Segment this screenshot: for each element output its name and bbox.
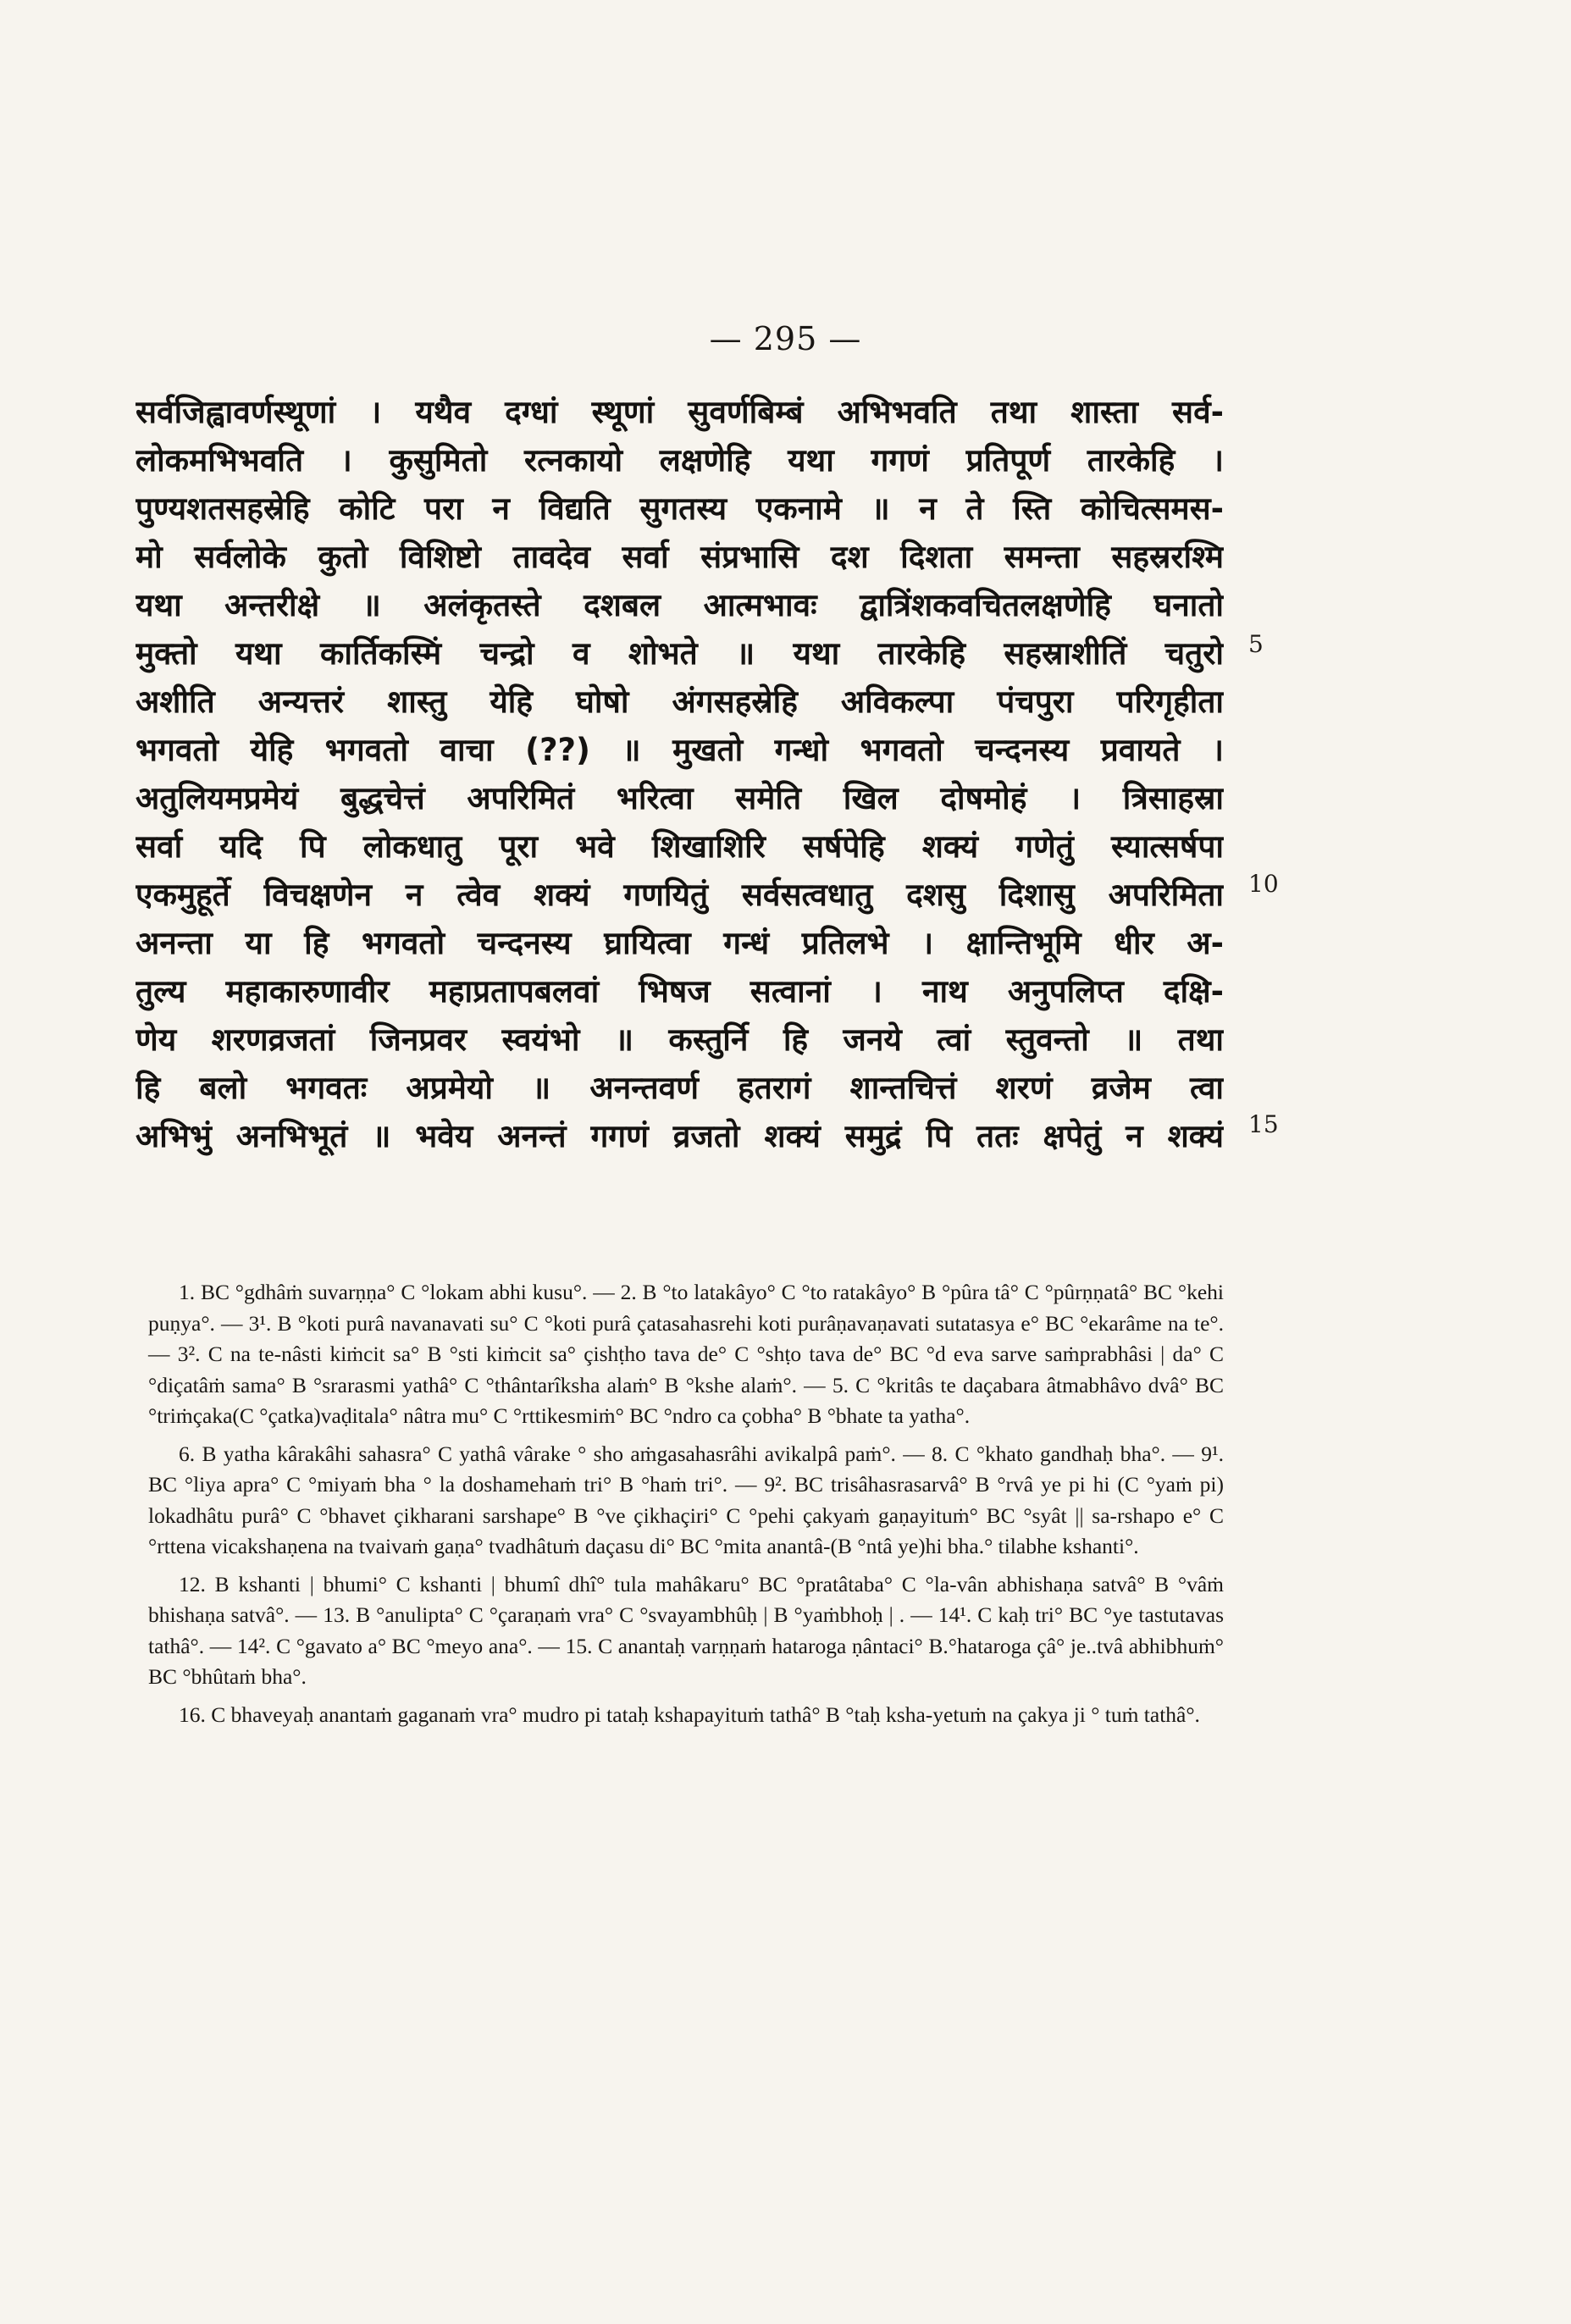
page-number: — 295 — bbox=[709, 320, 862, 357]
verse-line: अतुलियमप्रमेयं बुद्धचेत्तं अपरिमितं भरित्वा समेति खिल दोषमोहं । त्रिसाहस्रा bbox=[136, 780, 1224, 816]
line-number-15: 15 bbox=[1248, 1110, 1279, 1138]
line-number-10: 10 bbox=[1248, 870, 1279, 898]
note-paragraph: 6. B yatha kârakâhi sahasra° C yathâ vârake ° sho aṁgasahasrâhi avikalpâ paṁ°. — 8. C °khato gandhaḥ bha°. — 9¹. BC °liya apra° C °miyaṁ bha ° la doshamehaṁ tri° B °haṁ tri°. — 9². BC trisâhasrasarvâ° B °rvâ ye pi hi (C °yaṁ pi) lokadhâtu purâ° C °bhavet çikharani sarshape° B °ve çikhaçiri° C °pehi çakyaṁ gaṇayituṁ° BC °syât || sa-rshapo e° C °rttena vicakshaṇena na tvaivaṁ gaṇa° tvadhâtuṁ daçasu di° BC °mita anantâ-(B °ntâ ye)hi bha.° tilabhe kshanti°. bbox=[148, 1441, 1224, 1558]
verse-line: भगवतो येहि भगवतो वाचा (??) ॥ मुखतो गन्धो भगवतो चन्दनस्य प्रवायते । bbox=[136, 732, 1224, 768]
verse-line: सर्वा यदि पि लोकधातु पूरा भवे शिखाशिरि सर्षपेहि शक्यं गणेतुं स्यात्सर्षपा bbox=[136, 828, 1224, 865]
verse-line: अभिभुं अनभिभूतं ॥ भवेय अनन्तं गगणं व्रजतो शक्यं समुद्रं पि ततः क्षपेतुं न शक्यं bbox=[136, 1118, 1224, 1154]
note-paragraph: 1. BC °gdhâṁ suvarṇṇa° C °lokam abhi kusu°. — 2. B °to latakâyo° C °to ratakâyo° B °pûra tâ° C °pûrṇṇatâ° BC °kehi puṇya°. — 3¹. B °koti purâ navanavati su° C °koti purâ çatasahasrehi koti purâṇavaṇavati sutatasya e° BC °ekarâme na te°. — 3². C na te-nâsti kiṁcit sa° B °sti kiṁcit sa° çishṭho tava de° C °shṭo tava de° BC °d eva sarve saṁprabhâsi | da° C °diçatâṁ sama° B °srarasmi yathâ° C °thântarîksha alaṁ° B °kshe alaṁ°. — 5. C °kritâs te daçabara âtmabhâvo dvâ° BC °triṁçaka(C °çatka)vaḍitala° nâtra mu° C °rttikesmiṁ° BC °ndro ca çobha° B °bhate ta yatha°. bbox=[148, 1280, 1224, 1428]
verse-line: हि बलो भगवतः अप्रमेयो ॥ अनन्तवर्ण हतरागं शान्तचित्तं शरणं व्रजेम त्वा bbox=[136, 1070, 1224, 1106]
verse-line: मो सर्वलोके कुतो विशिष्टो तावदेव सर्वा संप्रभासि दश दिशता समन्ता सहस्ररश्मि bbox=[136, 539, 1224, 575]
verse-line: लोकमभिभवति । कुसुमितो रत्नकायो लक्षणेहि यथा गगणं प्रतिपूर्ण तारकेहि । bbox=[136, 442, 1224, 479]
verse-line: पुण्यशतसहस्रेहि कोटि परा न विद्यति सुगतस्य एकनामे ॥ न ते स्ति कोचित्समस- bbox=[136, 490, 1224, 527]
note-paragraph: 16. C bhaveyaḥ anantaṁ gaganaṁ vra° mudro pi tataḥ kshapayituṁ tathâ° B °taḥ ksha-yetuṁ na çakya ji ° tuṁ tathâ°. bbox=[179, 1702, 1200, 1727]
verse-line: अशीति अन्यत्तरं शास्तु येहि घोषो अंगसहस्रेहि अविकल्पा पंचपुरा परिगृहीता bbox=[136, 683, 1224, 720]
verse-line: यथा अन्तरीक्षे ॥ अलंकृतस्ते दशबल आत्मभावः द्वात्रिंशकवचितलक्षणेहि घनातो bbox=[136, 587, 1224, 623]
verse-line: मुक्तो यथा कार्तिकस्मिं चन्द्रो व शोभते ॥ यथा तारकेहि सहस्राशीतिं चतुरो bbox=[136, 635, 1224, 672]
note-paragraph: 12. B kshanti | bhumi° C kshanti | bhumî dhî° tula mahâkaru° BC °pratâtaba° C °la-vân abhishaṇa satvâ° B °vâṁ bhishaṇa satvâ°. — 13. B °anulipta° C °çaraṇaṁ vra° C °svayambhûḥ | B °yaṁbhoḥ | . — 14¹. C kaḥ tri° BC °ye tastutavas tathâ°. — 14². C °gavato a° BC °meyo ana°. — 15. C anantaḥ varṇṇaṁ hataroga ṇântaci° B.°hataroga çâ° je..tvâ abhibhuṁ° BC °bhûtaṁ bha°. bbox=[148, 1571, 1224, 1689]
verse-line: तुल्य महाकारुणावीर महाप्रतापबलवां भिषज सत्वानां । नाथ अनुपलिप्त दक्षि- bbox=[136, 973, 1224, 1010]
critical-apparatus bbox=[148, 1277, 1224, 1737]
verse-line: सर्वजिह्वावर्णस्थूणां । यथैव दग्धां स्थूणां सुवर्णबिम्बं अभिभवति तथा शास्ता सर्व- bbox=[136, 394, 1224, 430]
verse-line: अनन्ता या हि भगवतो चन्दनस्य घ्रायित्वा गन्धं प्रतिलभे । क्षान्तिभूमि धीर अ- bbox=[136, 925, 1224, 961]
line-number-5: 5 bbox=[1248, 630, 1264, 658]
verse-line: णेय शरणव्रजतां जिनप्रवर स्वयंभो ॥ कस्तुर्नि हि जनये त्वां स्तुवन्तो ॥ तथा bbox=[136, 1021, 1224, 1058]
main-sanskrit-text bbox=[136, 388, 1224, 1160]
verse-line: एकमुहूर्ते विचक्षणेन न त्वेव शक्यं गणयितुं सर्वसत्वधातु दशसु दिशासु अपरिमिता bbox=[136, 877, 1224, 913]
